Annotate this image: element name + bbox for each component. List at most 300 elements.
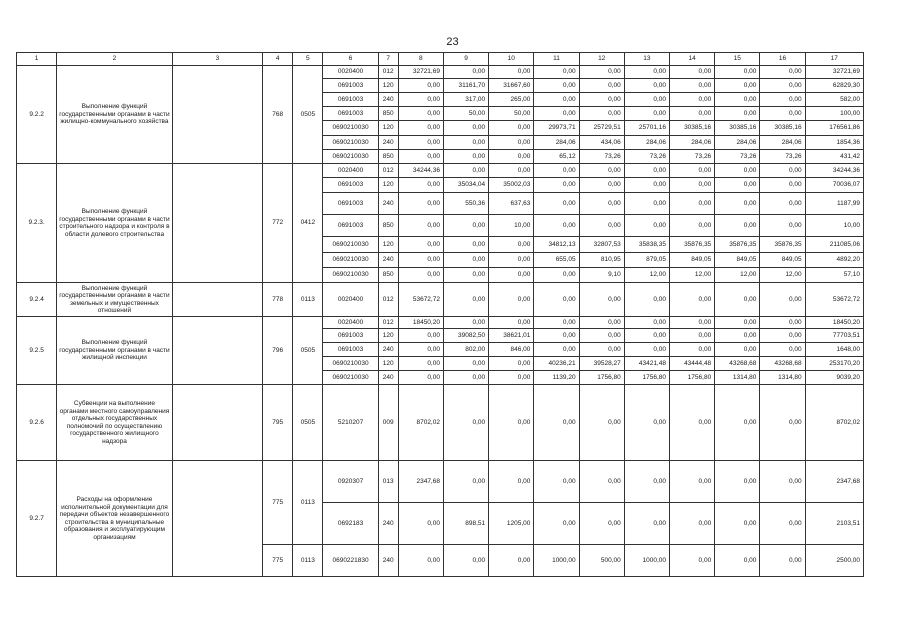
year-value: 0,00: [534, 66, 579, 79]
department-code: 772: [263, 164, 293, 283]
year-value: 2347,68: [398, 461, 443, 503]
year-value: 0,00: [398, 121, 443, 136]
year-value: 0,00: [443, 268, 488, 283]
empty-cell: [172, 461, 262, 577]
column-number-header: 5: [293, 53, 323, 66]
year-value: 0,00: [489, 253, 534, 268]
year-value: 0,00: [579, 283, 624, 317]
year-value: 0,00: [443, 121, 488, 136]
year-value: 0,00: [398, 93, 443, 107]
year-value: 32721,69: [398, 66, 443, 79]
empty-cell: [172, 283, 262, 317]
section-code: 9.2.3.: [17, 164, 57, 283]
expense-type-code: 120: [378, 329, 398, 343]
year-value: 0,00: [715, 66, 760, 79]
target-article-code: 0691003: [323, 107, 378, 121]
year-value: 0,00: [489, 164, 534, 178]
year-value: 0,00: [398, 503, 443, 545]
year-value: 0,00: [398, 545, 443, 577]
year-value: 0,00: [534, 343, 579, 357]
year-value: 0,00: [715, 215, 760, 237]
year-value: 1000,00: [624, 545, 669, 577]
year-value: 1314,80: [760, 371, 805, 385]
year-value: 0,00: [624, 317, 669, 329]
year-value: 0,00: [398, 193, 443, 215]
year-value: 0,00: [534, 317, 579, 329]
year-value: 0,00: [760, 385, 805, 461]
year-value: 0,00: [443, 371, 488, 385]
year-value: 0,00: [398, 253, 443, 268]
year-value: 0,00: [669, 66, 714, 79]
total-value: 53672,72: [805, 283, 863, 317]
year-value: 25701,16: [624, 121, 669, 136]
year-value: 0,00: [624, 193, 669, 215]
column-number-header: 11: [534, 53, 579, 66]
year-value: 0,00: [669, 93, 714, 107]
expense-type-code: 013: [378, 461, 398, 503]
year-value: 0,00: [760, 107, 805, 121]
year-value: 65,12: [534, 150, 579, 164]
year-value: 0,00: [443, 385, 488, 461]
expense-type-code: 240: [378, 371, 398, 385]
year-value: 810,95: [579, 253, 624, 268]
year-value: 10,00: [489, 215, 534, 237]
column-number-header: 10: [489, 53, 534, 66]
year-value: 0,00: [715, 317, 760, 329]
section-description: Выполнение функций государственными органами в части жилищно-коммунального хозяйства: [57, 66, 173, 164]
year-value: 0,00: [398, 329, 443, 343]
year-value: 0,00: [398, 343, 443, 357]
empty-cell: [172, 66, 262, 164]
year-value: 0,00: [398, 136, 443, 150]
year-value: 35876,35: [760, 237, 805, 253]
year-value: 40236,21: [534, 357, 579, 371]
year-value: 0,00: [398, 107, 443, 121]
target-article-code: 0690210030: [323, 357, 378, 371]
target-article-code: 0690210030: [323, 121, 378, 136]
year-value: 31667,60: [489, 79, 534, 93]
target-article-code: 0020400: [323, 164, 378, 178]
year-value: 500,00: [579, 545, 624, 577]
year-value: 0,00: [398, 178, 443, 193]
expense-type-code: 009: [378, 385, 398, 461]
total-value: 1187,99: [805, 193, 863, 215]
year-value: 0,00: [624, 503, 669, 545]
year-value: 0,00: [715, 93, 760, 107]
expense-type-code: 240: [378, 193, 398, 215]
target-article-code: 0691003: [323, 178, 378, 193]
year-value: 0,00: [669, 461, 714, 503]
year-value: 284,06: [715, 136, 760, 150]
year-value: 1756,80: [579, 371, 624, 385]
year-value: 849,05: [715, 253, 760, 268]
year-value: 18450,20: [398, 317, 443, 329]
section-subsection-code: 0505: [293, 385, 323, 461]
year-value: 0,00: [760, 343, 805, 357]
year-value: 0,00: [669, 343, 714, 357]
year-value: 0,00: [579, 385, 624, 461]
year-value: 0,00: [760, 178, 805, 193]
total-value: 100,00: [805, 107, 863, 121]
year-value: 0,00: [715, 107, 760, 121]
total-value: 211085,06: [805, 237, 863, 253]
section-subsection-code: 0505: [293, 317, 323, 385]
total-value: 2103,51: [805, 503, 863, 545]
year-value: 0,00: [534, 193, 579, 215]
year-value: 0,00: [760, 545, 805, 577]
year-value: 0,00: [534, 329, 579, 343]
target-article-code: 0691003: [323, 193, 378, 215]
year-value: 0,00: [624, 343, 669, 357]
year-value: 0,00: [579, 317, 624, 329]
year-value: 0,00: [760, 283, 805, 317]
year-value: 0,00: [579, 66, 624, 79]
target-article-code: 0690210030: [323, 150, 378, 164]
target-article-code: 0020400: [323, 283, 378, 317]
column-number-header: 3: [172, 53, 262, 66]
total-value: 70036,07: [805, 178, 863, 193]
expense-type-code: 240: [378, 93, 398, 107]
year-value: 0,00: [489, 136, 534, 150]
year-value: 0,00: [534, 503, 579, 545]
year-value: 0,00: [443, 164, 488, 178]
year-value: 0,00: [579, 329, 624, 343]
column-number-header: 1: [17, 53, 57, 66]
year-value: 0,00: [398, 237, 443, 253]
year-value: 637,63: [489, 193, 534, 215]
section-subsection-code: 0505: [293, 66, 323, 164]
section-code: 9.2.6: [17, 385, 57, 461]
total-value: 2500,00: [805, 545, 863, 577]
target-article-code: 0691003: [323, 93, 378, 107]
year-value: 8702,02: [398, 385, 443, 461]
year-value: 31161,70: [443, 79, 488, 93]
year-value: 29973,71: [534, 121, 579, 136]
table-row: [17, 283, 864, 317]
year-value: 0,00: [534, 268, 579, 283]
year-value: 0,00: [534, 93, 579, 107]
total-value: 77703,51: [805, 329, 863, 343]
section-subsection-code: 0113: [293, 545, 323, 577]
column-number-header: 17: [805, 53, 863, 66]
section-description: Расходы на оформление исполнительной документации для передачи объектов незавершенного строительства в муниципальные образования и эксплуатирующим организациям: [57, 461, 173, 577]
department-code: 796: [263, 317, 293, 385]
table-body: [17, 53, 864, 577]
year-value: 1314,80: [715, 371, 760, 385]
year-value: 0,00: [624, 107, 669, 121]
target-article-code: 5210207: [323, 385, 378, 461]
year-value: 0,00: [579, 193, 624, 215]
year-value: 0,00: [489, 150, 534, 164]
year-value: 0,00: [715, 385, 760, 461]
year-value: 0,00: [760, 329, 805, 343]
year-value: 0,00: [760, 66, 805, 79]
expense-type-code: 240: [378, 253, 398, 268]
year-value: 0,00: [489, 357, 534, 371]
year-value: 50,00: [443, 107, 488, 121]
total-value: 176561,86: [805, 121, 863, 136]
section-code: 9.2.4: [17, 283, 57, 317]
year-value: 0,00: [624, 66, 669, 79]
year-value: 0,00: [624, 461, 669, 503]
year-value: 0,00: [398, 79, 443, 93]
column-number-header: 16: [760, 53, 805, 66]
total-value: 1648,00: [805, 343, 863, 357]
year-value: 0,00: [669, 164, 714, 178]
year-value: 0,00: [534, 178, 579, 193]
department-code: 768: [263, 66, 293, 164]
year-value: 0,00: [534, 461, 579, 503]
expense-type-code: 850: [378, 215, 398, 237]
year-value: 35838,35: [624, 237, 669, 253]
expense-type-code: 012: [378, 283, 398, 317]
year-value: 0,00: [715, 503, 760, 545]
year-value: 0,00: [443, 545, 488, 577]
table-row: [17, 461, 864, 503]
table-row: [17, 385, 864, 461]
department-code: 795: [263, 385, 293, 461]
target-article-code: 0691003: [323, 343, 378, 357]
expense-type-code: 240: [378, 343, 398, 357]
year-value: 0,00: [715, 343, 760, 357]
year-value: 849,05: [669, 253, 714, 268]
expense-type-code: 850: [378, 268, 398, 283]
year-value: 0,00: [489, 317, 534, 329]
expense-type-code: 012: [378, 164, 398, 178]
year-value: 0,00: [534, 164, 579, 178]
year-value: 284,06: [534, 136, 579, 150]
year-value: 0,00: [443, 150, 488, 164]
year-value: 43421,48: [624, 357, 669, 371]
total-value: 18450,20: [805, 317, 863, 329]
year-value: 34244,36: [398, 164, 443, 178]
year-value: 30385,16: [760, 121, 805, 136]
year-value: 0,00: [443, 283, 488, 317]
target-article-code: 0690210030: [323, 253, 378, 268]
column-number-header: 4: [263, 53, 293, 66]
year-value: 0,00: [579, 164, 624, 178]
year-value: 0,00: [579, 93, 624, 107]
expense-type-code: 120: [378, 178, 398, 193]
column-number-header: 7: [378, 53, 398, 66]
year-value: 0,00: [669, 329, 714, 343]
year-value: 0,00: [489, 121, 534, 136]
year-value: 0,00: [534, 79, 579, 93]
year-value: 12,00: [760, 268, 805, 283]
year-value: 0,00: [760, 193, 805, 215]
year-value: 0,00: [579, 215, 624, 237]
year-value: 846,00: [489, 343, 534, 357]
year-value: 0,00: [669, 79, 714, 93]
year-value: 0,00: [443, 253, 488, 268]
year-value: 0,00: [624, 79, 669, 93]
year-value: 317,00: [443, 93, 488, 107]
expense-type-code: 120: [378, 121, 398, 136]
year-value: 73,26: [715, 150, 760, 164]
year-value: 284,06: [624, 136, 669, 150]
year-value: 1756,80: [624, 371, 669, 385]
year-value: 0,00: [624, 283, 669, 317]
expense-type-code: 012: [378, 66, 398, 79]
year-value: 12,00: [715, 268, 760, 283]
target-article-code: 0691003: [323, 215, 378, 237]
total-value: 582,00: [805, 93, 863, 107]
year-value: 0,00: [398, 150, 443, 164]
year-value: 30385,16: [669, 121, 714, 136]
year-value: 0,00: [669, 193, 714, 215]
column-number-header: 12: [579, 53, 624, 66]
target-article-code: 0690210030: [323, 136, 378, 150]
year-value: 0,00: [715, 193, 760, 215]
total-value: 9039,20: [805, 371, 863, 385]
year-value: 1000,00: [534, 545, 579, 577]
total-value: 62829,30: [805, 79, 863, 93]
year-value: 0,00: [534, 283, 579, 317]
section-code: 9.2.7: [17, 461, 57, 577]
year-value: 35876,35: [715, 237, 760, 253]
year-value: 898,51: [443, 503, 488, 545]
section-code: 9.2.2: [17, 66, 57, 164]
expense-type-code: 240: [378, 136, 398, 150]
year-value: 284,06: [760, 136, 805, 150]
year-value: 550,36: [443, 193, 488, 215]
year-value: 0,00: [669, 545, 714, 577]
year-value: 9,10: [579, 268, 624, 283]
year-value: 0,00: [489, 237, 534, 253]
year-value: 0,00: [760, 79, 805, 93]
year-value: 0,00: [443, 66, 488, 79]
section-subsection-code: 0113: [293, 461, 323, 545]
year-value: 0,00: [489, 545, 534, 577]
table-row: [17, 164, 864, 178]
empty-cell: [172, 317, 262, 385]
year-value: 0,00: [398, 357, 443, 371]
year-value: 0,00: [398, 371, 443, 385]
year-value: 265,00: [489, 93, 534, 107]
year-value: 35876,35: [669, 237, 714, 253]
target-article-code: 0920307: [323, 461, 378, 503]
column-number-header: 15: [715, 53, 760, 66]
year-value: 35002,03: [489, 178, 534, 193]
table-row: [17, 317, 864, 329]
year-value: 0,00: [624, 329, 669, 343]
year-value: 0,00: [398, 268, 443, 283]
year-value: 43268,68: [760, 357, 805, 371]
year-value: 0,00: [579, 107, 624, 121]
expense-type-code: 240: [378, 545, 398, 577]
year-value: 0,00: [715, 178, 760, 193]
department-code: 775: [263, 461, 293, 545]
total-value: 32721,69: [805, 66, 863, 79]
year-value: 0,00: [624, 215, 669, 237]
expense-type-code: 850: [378, 150, 398, 164]
year-value: 12,00: [624, 268, 669, 283]
column-number-header: 14: [669, 53, 714, 66]
column-number-header: 9: [443, 53, 488, 66]
column-number-header: 8: [398, 53, 443, 66]
year-value: 0,00: [669, 107, 714, 121]
year-value: 0,00: [624, 178, 669, 193]
column-number-header: 2: [57, 53, 173, 66]
year-value: 879,05: [624, 253, 669, 268]
year-value: 0,00: [443, 357, 488, 371]
year-value: 73,26: [579, 150, 624, 164]
total-value: 4892,20: [805, 253, 863, 268]
section-description: Выполнение функций государственными органами в части жилищной инспекции: [57, 317, 173, 385]
section-description: Выполнение функций государственными органами в части строительного надзора и контроля в области долевого строительства: [57, 164, 173, 283]
year-value: 32807,53: [579, 237, 624, 253]
year-value: 73,26: [624, 150, 669, 164]
year-value: 284,06: [669, 136, 714, 150]
year-value: 0,00: [443, 215, 488, 237]
year-value: 0,00: [669, 503, 714, 545]
section-description: Выполнение функций государственными органами в части земельных и имущественных отношений: [57, 283, 173, 317]
year-value: 0,00: [715, 545, 760, 577]
table-row: [17, 66, 864, 79]
year-value: 0,00: [715, 329, 760, 343]
year-value: 0,00: [443, 237, 488, 253]
year-value: 1205,00: [489, 503, 534, 545]
year-value: 0,00: [489, 385, 534, 461]
year-value: 39082,50: [443, 329, 488, 343]
year-value: 655,05: [534, 253, 579, 268]
target-article-code: 0690210030: [323, 268, 378, 283]
year-value: 434,06: [579, 136, 624, 150]
year-value: 0,00: [669, 178, 714, 193]
empty-cell: [172, 164, 262, 283]
year-value: 43268,68: [715, 357, 760, 371]
total-value: 34244,36: [805, 164, 863, 178]
total-value: 1854,36: [805, 136, 863, 150]
expense-type-code: 120: [378, 357, 398, 371]
department-code: 775: [263, 545, 293, 577]
budget-table: [16, 52, 864, 577]
year-value: 0,00: [579, 79, 624, 93]
expense-type-code: 240: [378, 503, 398, 545]
total-value: 8702,02: [805, 385, 863, 461]
year-value: 0,00: [760, 317, 805, 329]
target-article-code: 0690221830: [323, 545, 378, 577]
page-number: 23: [446, 36, 459, 48]
year-value: 1756,80: [669, 371, 714, 385]
year-value: 73,26: [760, 150, 805, 164]
target-article-code: 0020400: [323, 66, 378, 79]
year-value: 0,00: [489, 461, 534, 503]
year-value: 12,00: [669, 268, 714, 283]
department-code: 778: [263, 283, 293, 317]
year-value: 38621,01: [489, 329, 534, 343]
column-number-header: 13: [624, 53, 669, 66]
year-value: 0,00: [489, 371, 534, 385]
year-value: 0,00: [760, 461, 805, 503]
section-description: Субвенции на выполнение органами местного самоуправления отдельных государственных полномочий по осуществлению государственного жилищного надзора: [57, 385, 173, 461]
year-value: 1139,20: [534, 371, 579, 385]
column-number-header: 6: [323, 53, 378, 66]
year-value: 0,00: [443, 461, 488, 503]
year-value: 0,00: [760, 215, 805, 237]
year-value: 34812,13: [534, 237, 579, 253]
year-value: 0,00: [715, 79, 760, 93]
year-value: 0,00: [579, 178, 624, 193]
year-value: 0,00: [715, 164, 760, 178]
expense-type-code: 850: [378, 107, 398, 121]
column-number-row: [17, 53, 864, 66]
year-value: 849,05: [760, 253, 805, 268]
year-value: 39528,27: [579, 357, 624, 371]
year-value: 50,00: [489, 107, 534, 121]
total-value: 431,42: [805, 150, 863, 164]
target-article-code: 0020400: [323, 317, 378, 329]
